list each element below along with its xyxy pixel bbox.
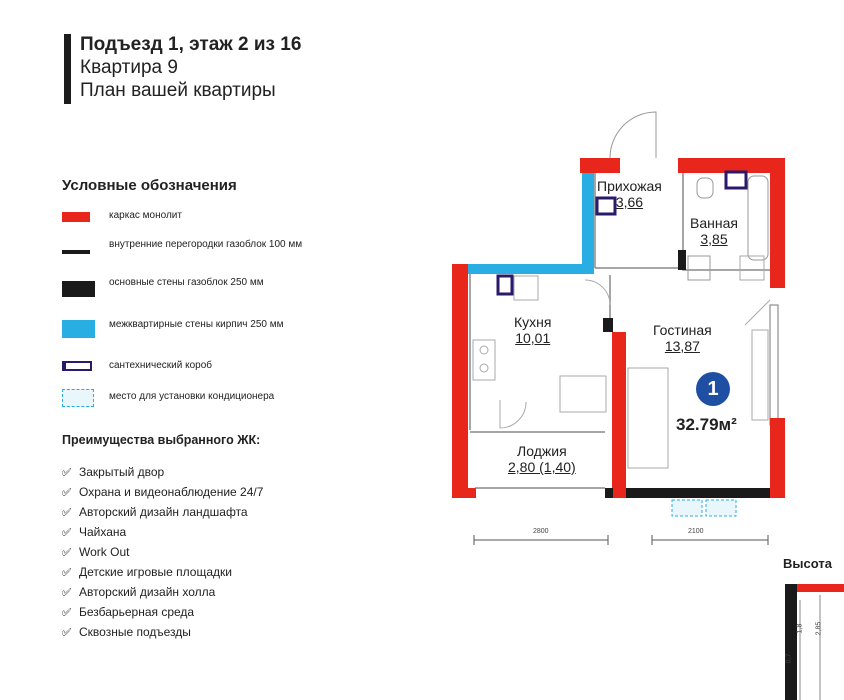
advantages-title: Преимущества выбранного ЖК: (62, 433, 261, 447)
height-dim: 1,8 (796, 623, 804, 634)
advantage-item: ✅︎ Чайхана (62, 525, 127, 539)
total-area: 32.79м² (676, 415, 737, 434)
check-circle-icon: ✅︎ (62, 487, 72, 499)
monolith-column (612, 332, 626, 498)
header-plan-title: План вашей квартиры (80, 80, 276, 101)
header-entrance-floor: Подъезд 1, этаж 2 из 16 (80, 34, 302, 55)
check-circle-icon: ✅︎ (62, 527, 72, 539)
header-apartment-number: Квартира 9 (80, 57, 178, 78)
room-kitchen: Кухня 10,01 (514, 314, 552, 346)
monolith-column (452, 264, 468, 498)
check-circle-icon: ✅︎ (62, 547, 72, 559)
bathtub (748, 176, 768, 260)
washbasin (688, 256, 710, 280)
kitchen-sink (514, 276, 538, 300)
advantage-item: ✅︎ Детские игровые площадки (62, 565, 232, 579)
wardrobe (752, 330, 768, 420)
check-circle-icon: ✅︎ (62, 587, 72, 599)
ac-unit-place (672, 500, 702, 516)
height-dim: 2,85 (815, 621, 823, 636)
room-bath: Ванная 3,85 (690, 215, 738, 247)
toilet (697, 178, 713, 198)
dimension-right: 2100 (688, 528, 704, 535)
advantage-item: ✅︎ Сквозные подъезды (62, 625, 191, 639)
height-dim: 0,7 (785, 653, 793, 664)
advantage-item: ✅︎ Закрытый двор (62, 465, 165, 479)
room-loggia: Лоджия 2,80 (1,40) (508, 443, 576, 475)
check-circle-icon: ✅︎ (62, 567, 72, 579)
height-title: Высота (783, 556, 832, 571)
plumbing-box (726, 172, 746, 188)
check-circle-icon: ✅︎ (62, 467, 72, 479)
brick-wall (468, 264, 594, 274)
ac-unit-place (706, 500, 736, 516)
dimension-left: 2800 (533, 528, 549, 535)
check-circle-icon: ✅︎ (62, 507, 72, 519)
room-hall: Прихожая 3,66 (597, 178, 662, 210)
advantage-item: ✅︎ Безбарьерная среда (62, 605, 195, 619)
monolith-column (580, 158, 620, 173)
brick-wall (582, 170, 594, 268)
monolith-column (770, 158, 785, 288)
advantage-item: ✅︎ Охрана и видеонаблюдение 24/7 (62, 485, 264, 499)
main-wall (626, 488, 770, 498)
advantage-item: ✅︎ Work Out (62, 545, 130, 559)
rooms-count-badge: 1 (696, 372, 730, 406)
room-living: Гостиная 13,87 (653, 322, 712, 354)
advantage-item: ✅︎ Авторский дизайн ландшафта (62, 505, 248, 519)
height-section-drawing (785, 584, 844, 700)
dining-table (560, 376, 606, 412)
advantage-item: ✅︎ Авторский дизайн холла (62, 585, 216, 599)
bed (628, 368, 668, 468)
legend-title: Условные обозначения (62, 177, 237, 194)
plumbing-box (498, 276, 512, 294)
check-circle-icon: ✅︎ (62, 607, 72, 619)
check-circle-icon: ✅︎ (62, 627, 72, 639)
entry-door-swing (610, 112, 656, 158)
monolith-column (770, 418, 785, 498)
